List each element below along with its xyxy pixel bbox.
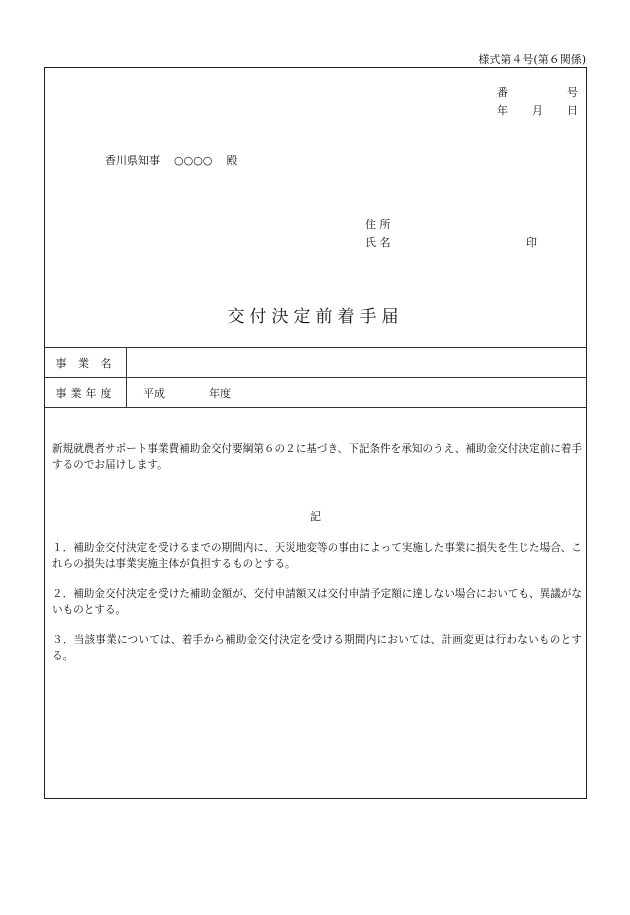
document-title: 交付決定前着手届 — [227, 307, 404, 327]
addressee — [105, 152, 237, 168]
month-label: 月 — [532, 104, 543, 117]
project-year-suffix: 年度 — [209, 387, 231, 400]
condition-item: ３．当該事業については、着手から補助金交付決定を受ける期間内においては、計画変更は行わないものとする。 — [52, 634, 582, 662]
table-column-divider — [126, 347, 127, 407]
condition-item: １．補助金交付決定を受けるまでの期間内に、天災地変等の事由によって実施した事業に損失を生じた場合、これらの損失は事業実施主体が負担するものとする。 — [52, 542, 582, 570]
project-name-label: 事 業 名 — [55, 357, 116, 370]
intro-paragraph: 新規就農者サポート事業費補助金交付要綱第６の２に基づき、下記条件を承知のうえ、補助金交付決定前に着手するのでお届けします。 — [52, 443, 582, 471]
form-number: 様式第４号(第６関係) — [478, 53, 586, 66]
number-label-left: 番 — [497, 86, 508, 99]
number-label-right: 号 — [567, 86, 578, 99]
sender-address-label: 住 所 — [365, 218, 391, 231]
sender-name-label: 氏 名 — [365, 236, 391, 249]
seal-label: 印 — [526, 236, 537, 249]
year-label: 年 — [497, 104, 508, 117]
addressee-honorific: 殿 — [226, 154, 238, 167]
condition-item: ２．補助金交付決定を受けた補助金額が、交付申請額又は交付申請予定額に達しない場合においても、異議がないものとする。 — [52, 588, 582, 616]
ki-heading: 記 — [310, 510, 321, 523]
addressee-title: 香川県知事 — [105, 154, 160, 167]
table-bottom-border — [45, 407, 586, 408]
project-year-label: 事業年度 — [55, 387, 116, 400]
form-frame — [44, 67, 587, 799]
addressee-name: ○○○○ — [174, 154, 213, 167]
project-year-era: 平成 — [143, 387, 165, 400]
day-label: 日 — [567, 104, 578, 117]
